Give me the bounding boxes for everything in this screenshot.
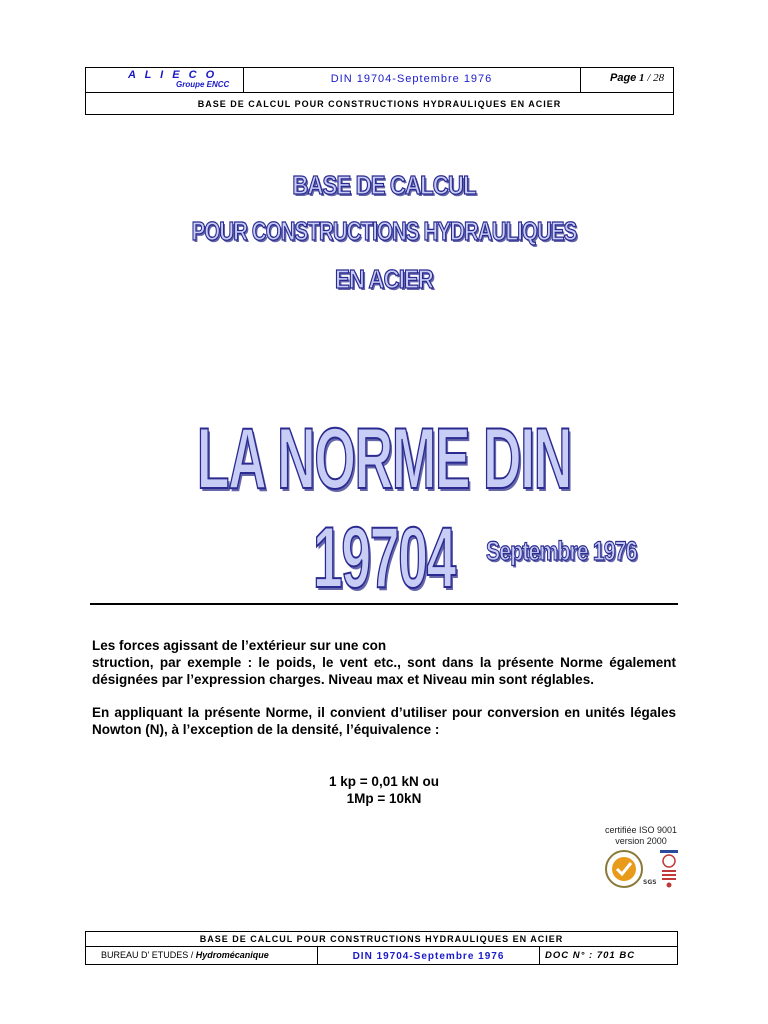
equation-1: 1 kp = 0,01 kN ou	[329, 774, 439, 789]
paragraph-2: En appliquant la présente Norme, il convient d’utiliser pour conversion en unités légales Nowton (N), à l’exception de la densité, l’équivalence :	[92, 705, 676, 737]
header-subtitle: BASE DE CALCUL POUR CONSTRUCTIONS HYDRAULIQUES EN ACIER	[197, 99, 562, 109]
norm-date: Septembre 1976	[486, 536, 637, 566]
header-company-cell	[86, 68, 244, 92]
department-section: Hydromécanique	[195, 950, 269, 960]
paragraph-1	[92, 637, 676, 688]
page-indicator	[610, 72, 664, 84]
header-doc-ref: DIN 19704-Septembre 1976	[330, 73, 493, 85]
cert-line1: certifiée ISO 9001	[604, 825, 678, 835]
footer-department	[86, 947, 318, 964]
sgs-certification-logo-icon	[604, 847, 684, 889]
footer-doc-ref: DIN 19704-Septembre 1976	[318, 947, 540, 964]
cover-title-line2: POUR CONSTRUCTIONS HYDRAULIQUES	[191, 216, 577, 246]
norm-title: LA NORME DIN 19704	[196, 411, 572, 606]
cert-line2: version 2000	[615, 836, 667, 846]
page-footer	[85, 931, 678, 965]
page-label: Page	[610, 72, 637, 84]
page-total: / 28	[647, 72, 665, 84]
header-page-cell	[580, 68, 674, 92]
paragraph-1-rest: struction, par exemple : le poids, le vent etc., sont dans la présente Norme également désignées par l’expression charges. Niveau max et Niveau min sont réglables.	[92, 655, 676, 687]
svg-text:SGS: SGS	[643, 879, 657, 886]
certification-text	[596, 825, 686, 847]
paragraph-1-line1: Les forces agissant de l’extérieur sur une con	[92, 638, 387, 653]
footer-row	[86, 947, 677, 964]
company-group: Groupe ENCC	[176, 80, 230, 89]
department-label: BUREAU D' ETUDES /	[101, 950, 194, 960]
footer-doc-number: DOC N° : 701 BC	[545, 950, 636, 961]
header-top-row	[86, 68, 673, 93]
equation-2: 1Mp = 10kN	[346, 791, 422, 806]
page-number: 1	[639, 72, 645, 84]
header-docref-cell	[243, 68, 581, 92]
body-text	[92, 637, 676, 738]
page-header	[85, 67, 674, 115]
cover-title-line1: BASE DE CALCUL	[292, 170, 476, 200]
divider	[90, 603, 678, 605]
footer-subtitle: BASE DE CALCUL POUR CONSTRUCTIONS HYDRAULIQUES EN ACIER	[86, 932, 677, 947]
cover-title-line3: EN ACIER	[335, 264, 433, 294]
company-name: A L I E C O	[128, 69, 218, 81]
